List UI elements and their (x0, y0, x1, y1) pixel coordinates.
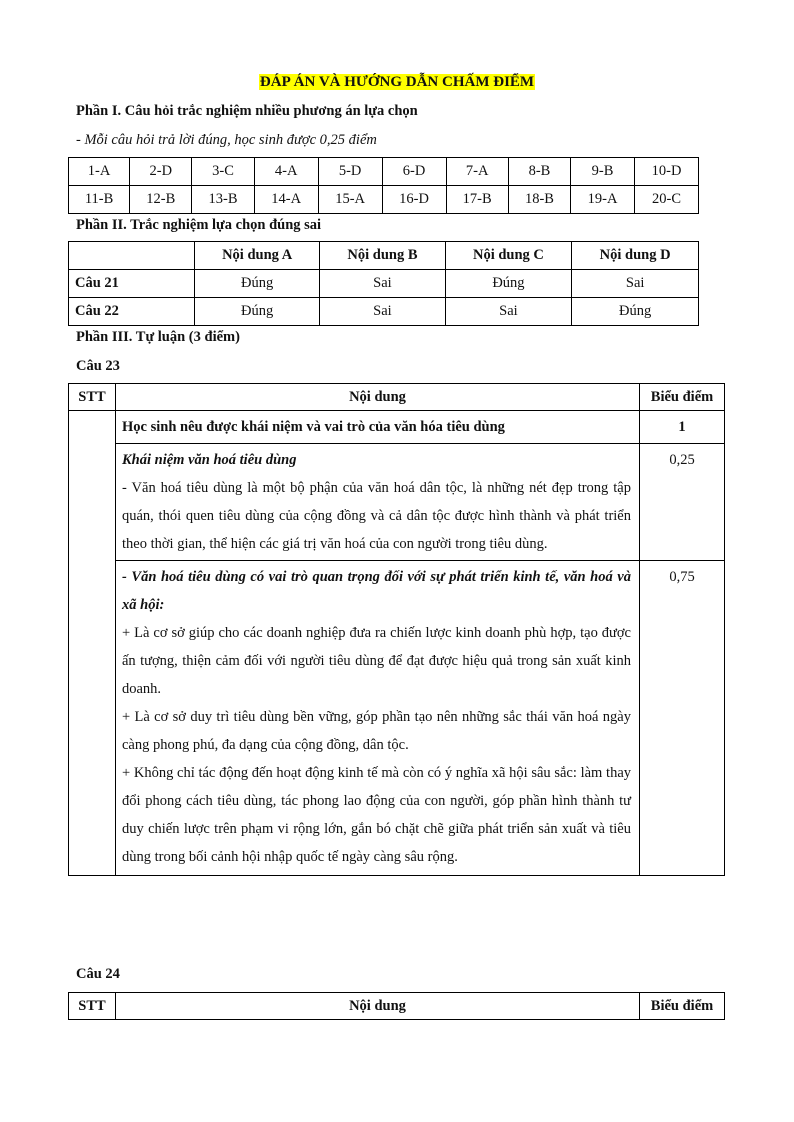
concept-cell (116, 444, 640, 561)
row-label: Câu 21 (69, 270, 195, 298)
role-score: 0,75 (640, 561, 725, 876)
role-row (69, 561, 725, 876)
answer-cell: 13-B (192, 186, 254, 214)
row-label: Câu 22 (69, 298, 195, 326)
answer-cell: 4-A (254, 158, 318, 186)
true-false-table (68, 241, 699, 326)
answer-cell: 10-D (635, 158, 699, 186)
multiple-choice-answer-table (68, 157, 699, 214)
column-header (69, 242, 195, 270)
answer-cell: 11-B (69, 186, 130, 214)
answer-cell: 9-B (571, 158, 635, 186)
score-header: Biểu điểm (640, 993, 725, 1020)
part3-heading: Phần III. Tự luận (3 điểm) (76, 329, 240, 345)
answer-cell: 5-D (318, 158, 382, 186)
score-header: Biểu điểm (640, 384, 725, 411)
role-cell (116, 561, 640, 876)
table-row (69, 270, 699, 298)
tf-cell: Sai (445, 298, 572, 326)
answer-cell: 8-B (508, 158, 570, 186)
table-row (69, 298, 699, 326)
answer-cell: 19-A (571, 186, 635, 214)
answer-cell: 17-B (446, 186, 508, 214)
answer-cell: 1-A (69, 158, 130, 186)
summary-score: 1 (640, 411, 725, 444)
answer-cell: 20-C (635, 186, 699, 214)
column-header: Nội dung A (195, 242, 320, 270)
tf-cell: Sai (320, 298, 445, 326)
answer-cell: 16-D (382, 186, 446, 214)
summary-text: Học sinh nêu được khái niệm và vai trò của văn hóa tiêu dùng (116, 411, 640, 444)
table-header-row (69, 242, 699, 270)
role-heading: - Văn hoá tiêu dùng có vai trò quan trọng đối với sự phát triển kinh tế, văn hoá và xã hội: (122, 569, 631, 613)
content-header: Nội dung (116, 384, 640, 411)
question-23-scoring-table (68, 383, 725, 876)
page-title: ĐÁP ÁN VÀ HƯỚNG DẪN CHẤM ĐIỂM (259, 74, 535, 90)
concept-row (69, 444, 725, 561)
column-header: Nội dung B (320, 242, 445, 270)
stt-header: STT (69, 384, 116, 411)
stt-header: STT (69, 993, 116, 1020)
stt-cell (69, 411, 116, 876)
concept-score: 0,25 (640, 444, 725, 561)
column-header: Nội dung D (572, 242, 699, 270)
tf-cell: Đúng (195, 270, 320, 298)
answer-cell: 7-A (446, 158, 508, 186)
answer-cell: 3-C (192, 158, 254, 186)
role-point-3: + Không chỉ tác động đến hoạt động kinh tế mà còn có ý nghĩa xã hội sâu sắc: làm thay đổi phong cách tiêu dùng, tác phong lao động của con người, góp phần hình thành tư duy chiến lược trên phạm vi rộng lớn, gắn bó chặt chẽ giữa phát triển sản xuất và tiêu dùng trong bối cảnh hội nhập quốc tế ngày càng sâu rộng. (122, 765, 631, 865)
answer-cell: 2-D (130, 158, 192, 186)
column-header: Nội dung C (445, 242, 572, 270)
table-header-row (69, 384, 725, 411)
tf-cell: Sai (320, 270, 445, 298)
answer-cell: 12-B (130, 186, 192, 214)
answer-cell: 14-A (254, 186, 318, 214)
tf-cell: Đúng (445, 270, 572, 298)
table-row (69, 186, 699, 214)
tf-cell: Đúng (572, 298, 699, 326)
concept-heading: Khái niệm văn hoá tiêu dùng (122, 452, 297, 468)
part1-note: - Mỗi câu hỏi trả lời đúng, học sinh được 0,25 điểm (76, 132, 377, 148)
concept-text: - Văn hoá tiêu dùng là một bộ phận của văn hoá dân tộc, là những nét đẹp trong tập quán, thói quen tiêu dùng của cộng đồng và cả dân tộc được hình thành và phát triển theo thời gian, thể hiện các giá trị văn hoá của con người trong tiêu dùng. (122, 480, 631, 552)
title-container (0, 74, 794, 91)
question-24-label: Câu 24 (76, 966, 120, 982)
question-24-scoring-table (68, 992, 725, 1020)
part2-heading: Phần II. Trắc nghiệm lựa chọn đúng sai (76, 217, 322, 233)
question-23-label: Câu 23 (76, 358, 120, 374)
table-row (69, 158, 699, 186)
part1-heading: Phần I. Câu hỏi trắc nghiệm nhiều phương án lựa chọn (76, 103, 418, 119)
tf-cell: Đúng (195, 298, 320, 326)
answer-cell: 15-A (318, 186, 382, 214)
answer-cell: 6-D (382, 158, 446, 186)
content-header: Nội dung (116, 993, 640, 1020)
role-point-1: + Là cơ sở giúp cho các doanh nghiệp đưa ra chiến lược kinh doanh phù hợp, tạo được ấn tượng, thiện cảm đối với người tiêu dùng để đạt được hiệu quả trong sản xuất kinh doanh. (122, 625, 631, 697)
summary-row (69, 411, 725, 444)
answer-cell: 18-B (508, 186, 570, 214)
table-header-row (69, 993, 725, 1020)
tf-cell: Sai (572, 270, 699, 298)
role-point-2: + Là cơ sở duy trì tiêu dùng bền vững, góp phần tạo nên những sắc thái văn hoá ngày càng phong phú, đa dạng của cộng đồng, dân tộc. (122, 709, 631, 753)
